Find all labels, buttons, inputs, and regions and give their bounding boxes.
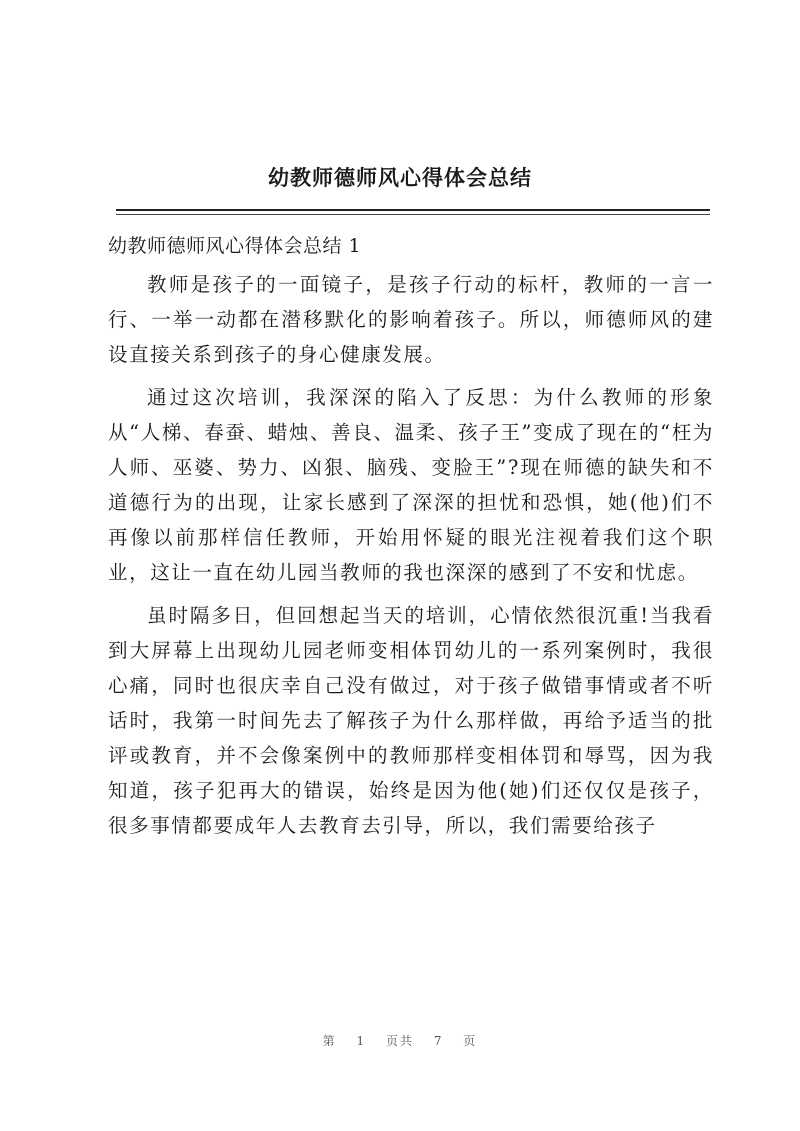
paragraph-3: 虽时隔多日，但回想起当天的培训，心情依然很沉重!当我看到大屏幕上出现幼儿园老师变相体罚幼儿的一系列案例时，我很心痛，同时也很庆幸自己没有做过，对于孩子做错事情或者不听话时，我第一时间先去了解孩子为什么那样做，再给予适当的批评或教育，并不会像案例中的教师那样变相体罚和辱骂，因为我知道，孩子犯再大的错误，始终是因为他(她)们还仅仅是孩子，很多事情都要成年人去教育去引导，所以，我们需要给孩子 — [108, 604, 714, 837]
paragraph-2: 通过这次培训，我深深的陷入了反思：为什么教师的形象从“人梯、春蚕、蜡烛、善良、温柔、孩子王”变成了现在的“枉为人师、巫婆、势力、凶狠、脑残、变脸王”?现在师德的缺失和不道德行为的出现，让家长感到了深深的担忧和恐惧，她(他)们不再像以前那样信任教师，开始用怀疑的眼光注视着我们这个职业，这让一直在幼儿园当教师的我也深深的感到了不安和忧虑。 — [108, 386, 714, 584]
footer-total-pages: 7 — [433, 1034, 444, 1048]
footer-middle: 页共 — [385, 1034, 414, 1048]
section-heading: 幼教师德师风心得体会总结 1 — [108, 235, 362, 257]
page-footer — [0, 1032, 800, 1049]
title-divider-thin — [116, 214, 710, 215]
paragraph-1: 教师是孩子的一面镜子，是孩子行动的标杆，教师的一言一行、一举一动都在潜移默化的影响着孩子。所以，师德师风的建设直接关系到孩子的身心健康发展。 — [108, 273, 714, 366]
footer-prefix: 第 — [322, 1034, 337, 1048]
footer-suffix: 页 — [463, 1034, 478, 1048]
document-title: 幼教师德师风心得体会总结 — [268, 165, 532, 190]
title-divider — [116, 209, 710, 211]
footer-current-page: 1 — [356, 1034, 367, 1048]
body-text — [108, 267, 714, 851]
